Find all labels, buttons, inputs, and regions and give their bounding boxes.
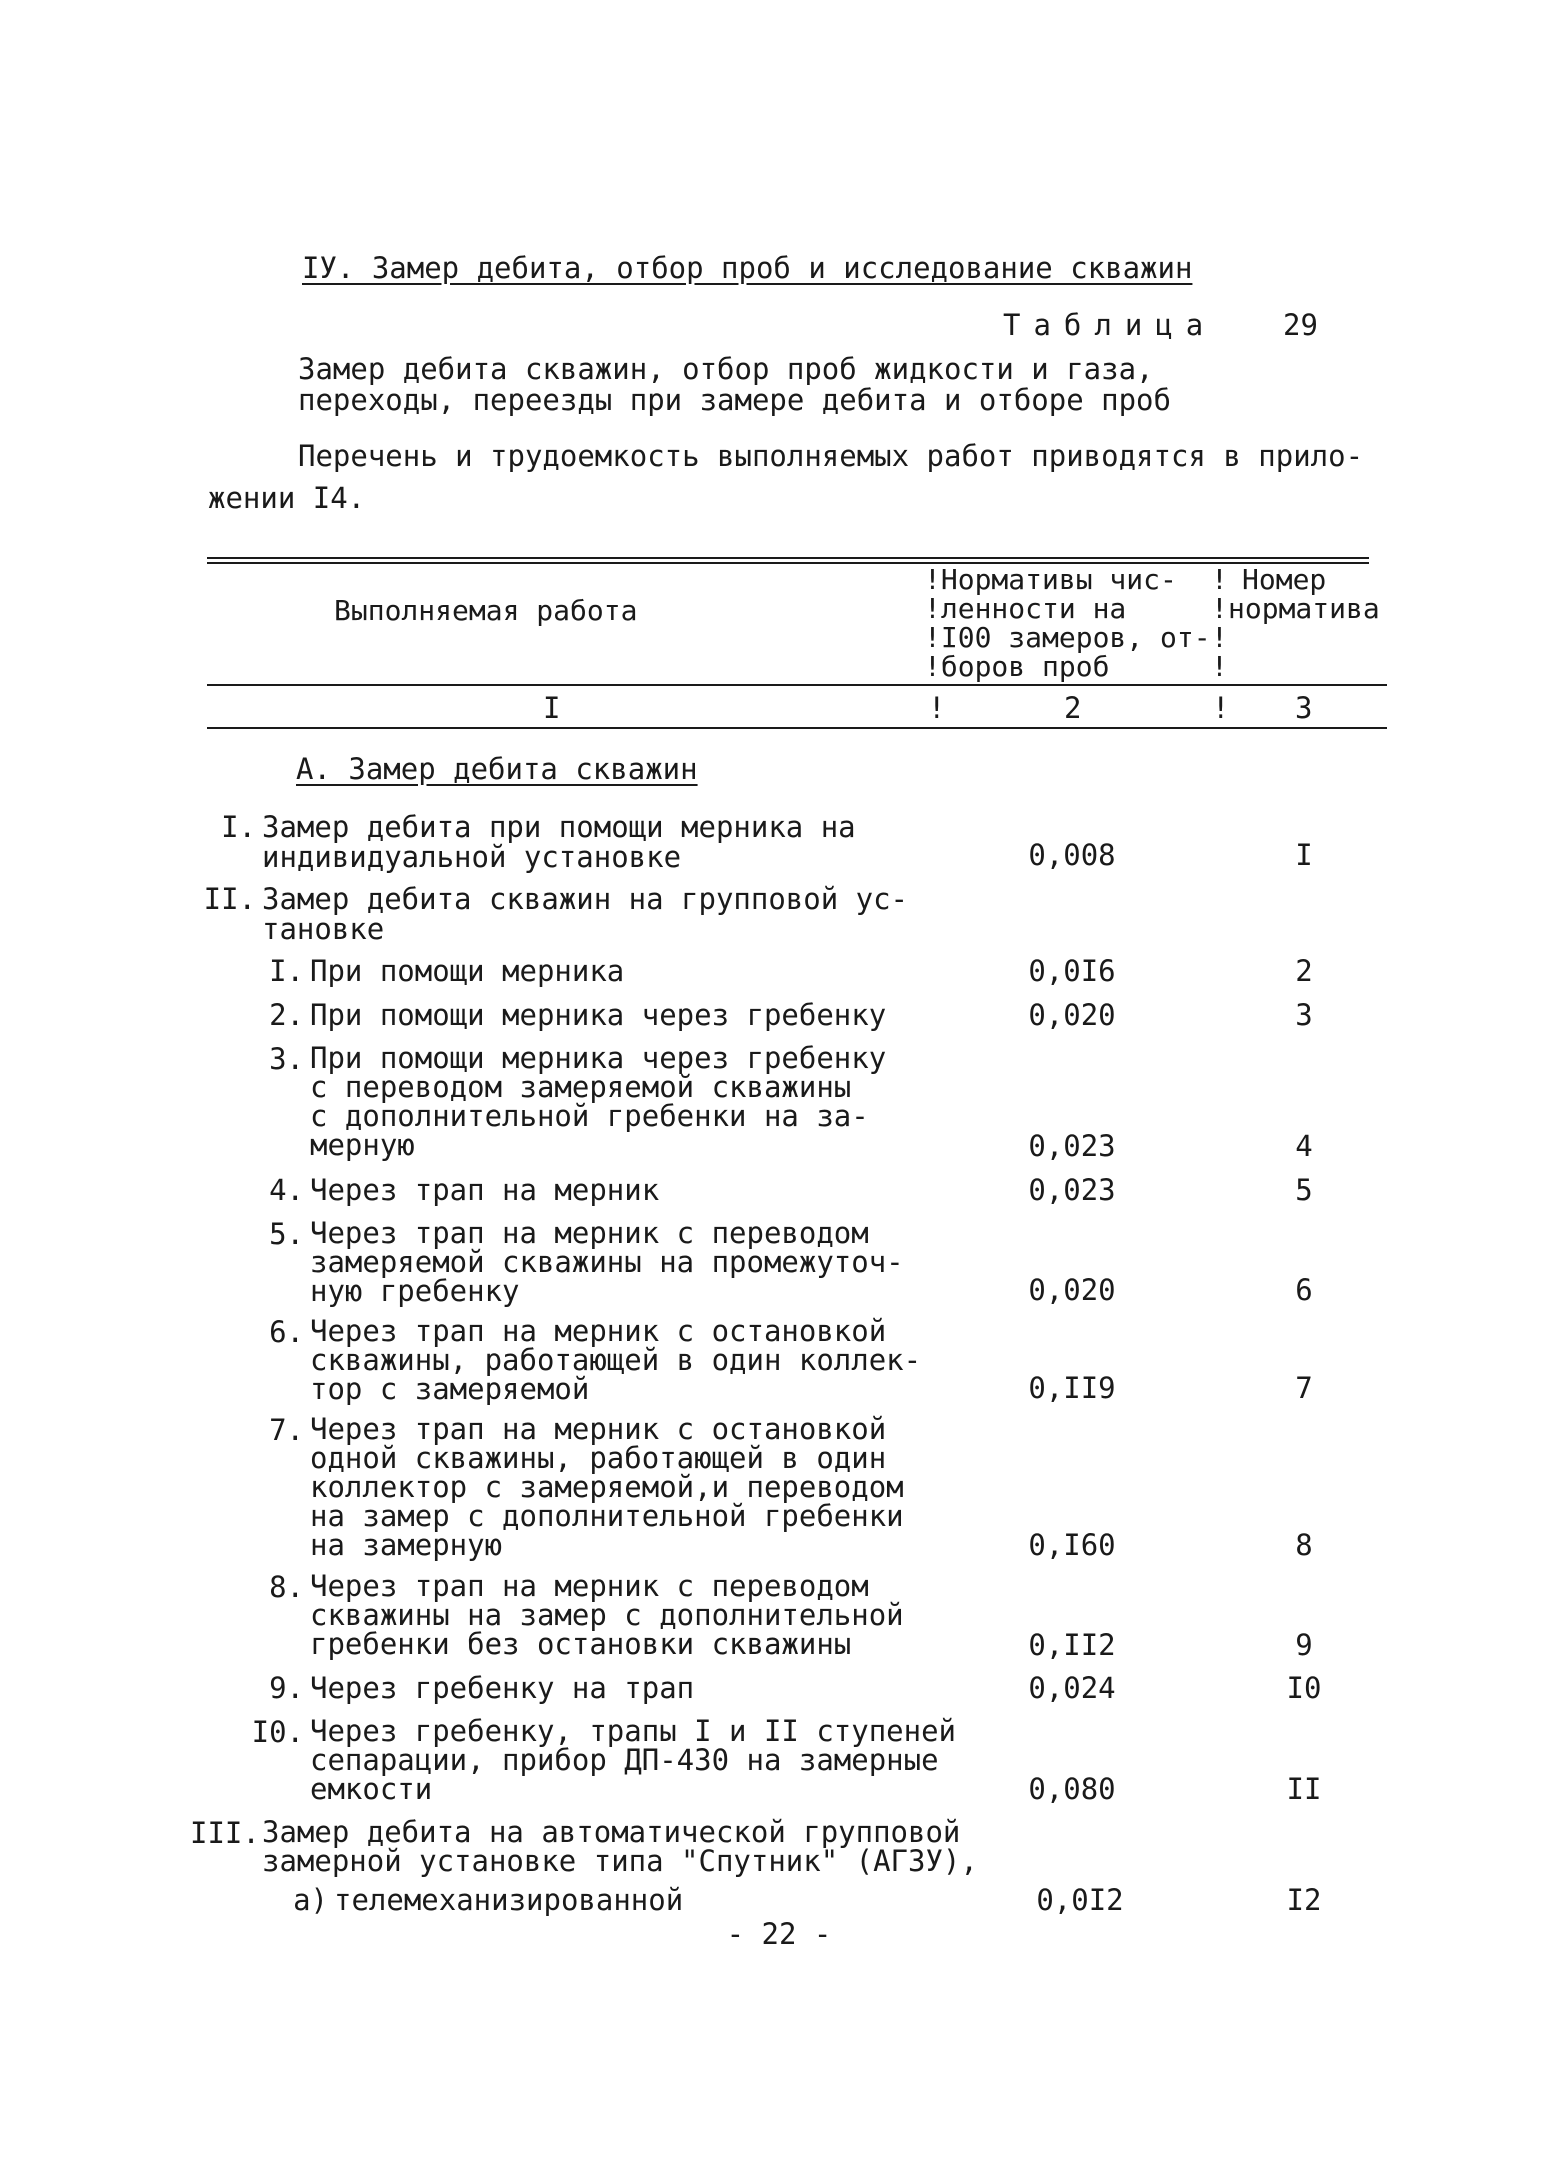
column-number-sep: ! <box>1212 691 1230 725</box>
row-code: 4 <box>1295 1129 1313 1163</box>
row-number: 2. <box>269 998 304 1032</box>
table-caption <box>298 354 1171 416</box>
row-text: Через гребенку на трап <box>310 1671 695 1705</box>
column-number-3: 3 <box>1295 691 1313 725</box>
row-text: Через трап на мерник с остановкой скважины, работающей в один коллек- тор с замеряемой <box>310 1314 922 1406</box>
row-text: Через трап на мерник с переводом скважины на замер с дополнительной гребенки без остановки скважины <box>310 1569 904 1661</box>
caption-line: Замер дебита скважин, отбор проб жидкости и газа, <box>298 352 1154 386</box>
table-number: 29 <box>1283 308 1318 342</box>
header-rule <box>207 684 1387 686</box>
header-norms <box>924 565 1211 681</box>
row-value: 0,II9 <box>1028 1371 1116 1405</box>
row-value: 0,0I2 <box>1036 1883 1124 1917</box>
row-code: 2 <box>1295 954 1313 988</box>
row-code: 6 <box>1295 1273 1313 1307</box>
row-number: II. <box>203 882 256 916</box>
table-label: Таблица <box>1003 308 1217 342</box>
row-value: 0,020 <box>1028 998 1116 1032</box>
row-value: 0,008 <box>1028 838 1116 872</box>
row-text: Замер дебита на автоматической групповой замерной установке типа "Спутник" (АГЗУ), <box>262 1815 978 1878</box>
page-number: - 22 - <box>726 1917 832 1951</box>
subsection-title: А. Замер дебита скважин <box>296 752 698 786</box>
header-code <box>1228 565 1380 623</box>
row-code: 3 <box>1295 998 1313 1032</box>
column-number-2: 2 <box>1064 691 1082 725</box>
column-separator: ! <box>1211 650 1228 683</box>
intro-text: жении I4. <box>208 481 366 515</box>
row-text: Через гребенку, трапы I и II ступеней сепарации, прибор ДП-430 на замерные емкости <box>310 1714 957 1806</box>
row-value: 0,023 <box>1028 1129 1116 1163</box>
numbers-rule <box>207 727 1387 729</box>
column-separator: ! <box>1211 563 1228 596</box>
column-separator: ! <box>1211 592 1228 625</box>
header-code-line: Номер <box>1242 563 1327 596</box>
row-number: I0. <box>251 1715 304 1749</box>
column-number-sep: ! <box>928 691 946 725</box>
row-code: 8 <box>1295 1528 1313 1562</box>
row-code: I <box>1295 838 1313 872</box>
header-norms-line: !Нормативы чис- <box>924 563 1177 596</box>
caption-line: переходы, переезды при замере дебита и отборе проб <box>298 383 1171 417</box>
row-value: 0,0I6 <box>1028 954 1116 988</box>
row-value: 0,020 <box>1028 1273 1116 1307</box>
row-code: 5 <box>1295 1173 1313 1207</box>
row-number: 7. <box>269 1413 304 1447</box>
row-text: телемеханизированной <box>334 1883 684 1917</box>
header-norms-line: !I00 замеров, от- <box>924 621 1211 654</box>
table-top-rule <box>207 562 1369 564</box>
row-code: 7 <box>1295 1371 1313 1405</box>
header-separators <box>1211 565 1228 681</box>
row-number: 5. <box>269 1217 304 1251</box>
intro-text: Перечень и трудоемкость выполняемых работ приводятся в прило- <box>298 439 1364 473</box>
row-text: Через трап на мерник <box>310 1173 660 1207</box>
row-text: Через трап на мерник с остановкой одной скважины, работающей в один коллектор с замеряемой,и переводом на замер с дополнительной гребенки на замерную <box>310 1412 904 1562</box>
header-norms-line: !ленности на <box>924 592 1127 625</box>
row-number: I. <box>269 954 304 988</box>
row-value: 0,II2 <box>1028 1628 1116 1662</box>
row-text: При помощи мерника через гребенку <box>310 998 887 1032</box>
row-number: 9. <box>269 1671 304 1705</box>
row-number: а) <box>293 1883 328 1917</box>
row-number: III. <box>190 1816 260 1850</box>
column-separator: ! <box>1211 621 1228 654</box>
row-code: 9 <box>1295 1628 1313 1662</box>
row-value: 0,023 <box>1028 1173 1116 1207</box>
row-text: Замер дебита при помощи мерника на индивидуальной установке <box>262 810 856 874</box>
row-code: II <box>1286 1772 1322 1806</box>
row-text: Замер дебита скважин на групповой ус- тановке <box>262 882 909 946</box>
row-number: I. <box>221 810 256 844</box>
row-value: 0,024 <box>1028 1671 1116 1705</box>
column-number-1: I <box>543 691 561 725</box>
row-number: 3. <box>269 1042 304 1076</box>
table-top-rule <box>207 557 1369 559</box>
row-number: 8. <box>269 1570 304 1604</box>
row-value: 0,080 <box>1028 1772 1116 1806</box>
row-number: 4. <box>269 1173 304 1207</box>
header-code-line: норматива <box>1228 592 1380 625</box>
row-code: I0 <box>1286 1671 1322 1705</box>
header-work: Выполняемая работа <box>334 594 638 627</box>
row-code: I2 <box>1286 1883 1322 1917</box>
row-text: При помощи мерника через гребенку с переводом замеряемой скважины с дополнительной гребенки на за- мерную <box>310 1041 887 1162</box>
row-text: Через трап на мерник с переводом замеряемой скважины на промежуточ- ную гребенку <box>310 1216 904 1308</box>
header-norms-line: !боров проб <box>924 650 1110 683</box>
row-text: При помощи мерника <box>310 954 625 988</box>
section-title: IУ. Замер дебита, отбор проб и исследование скважин <box>302 251 1193 285</box>
row-number: 6. <box>269 1315 304 1349</box>
row-value: 0,I60 <box>1028 1528 1116 1562</box>
